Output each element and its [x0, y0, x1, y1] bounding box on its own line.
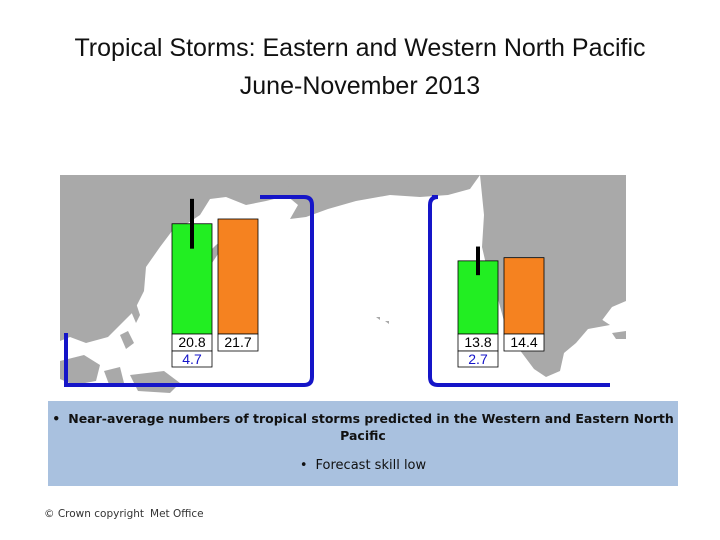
value-label: 20.8 [178, 334, 206, 350]
storm-forecast-map [60, 175, 626, 395]
bullet-icon: • [299, 458, 308, 473]
bullet-icon: • [52, 411, 61, 426]
bar [218, 219, 258, 334]
value-label: 21.7 [224, 334, 252, 350]
footer-org: Met Office [150, 508, 204, 520]
slide-subtitle: June-November 2013 [239, 72, 481, 100]
slide-title [0, 34, 720, 63]
title-main: Eastern and Western North Pacific [262, 34, 646, 62]
error-label: 2.7 [468, 351, 488, 367]
value-label: 14.4 [510, 334, 538, 350]
info-box [48, 401, 678, 486]
bullet-text: Forecast skill low [315, 458, 427, 473]
bullet-text: Near-average numbers of tropical storms predicted in the Western and Eastern North Pacific [68, 411, 674, 443]
title-prefix: Tropical Storms: [74, 34, 263, 62]
bar [504, 258, 544, 334]
footer [44, 508, 210, 520]
footer-copyright: © Crown copyright [44, 508, 145, 520]
value-label: 13.8 [464, 334, 492, 350]
bullet-item [48, 410, 678, 444]
bullet-item [48, 457, 678, 474]
error-label: 4.7 [182, 351, 202, 367]
